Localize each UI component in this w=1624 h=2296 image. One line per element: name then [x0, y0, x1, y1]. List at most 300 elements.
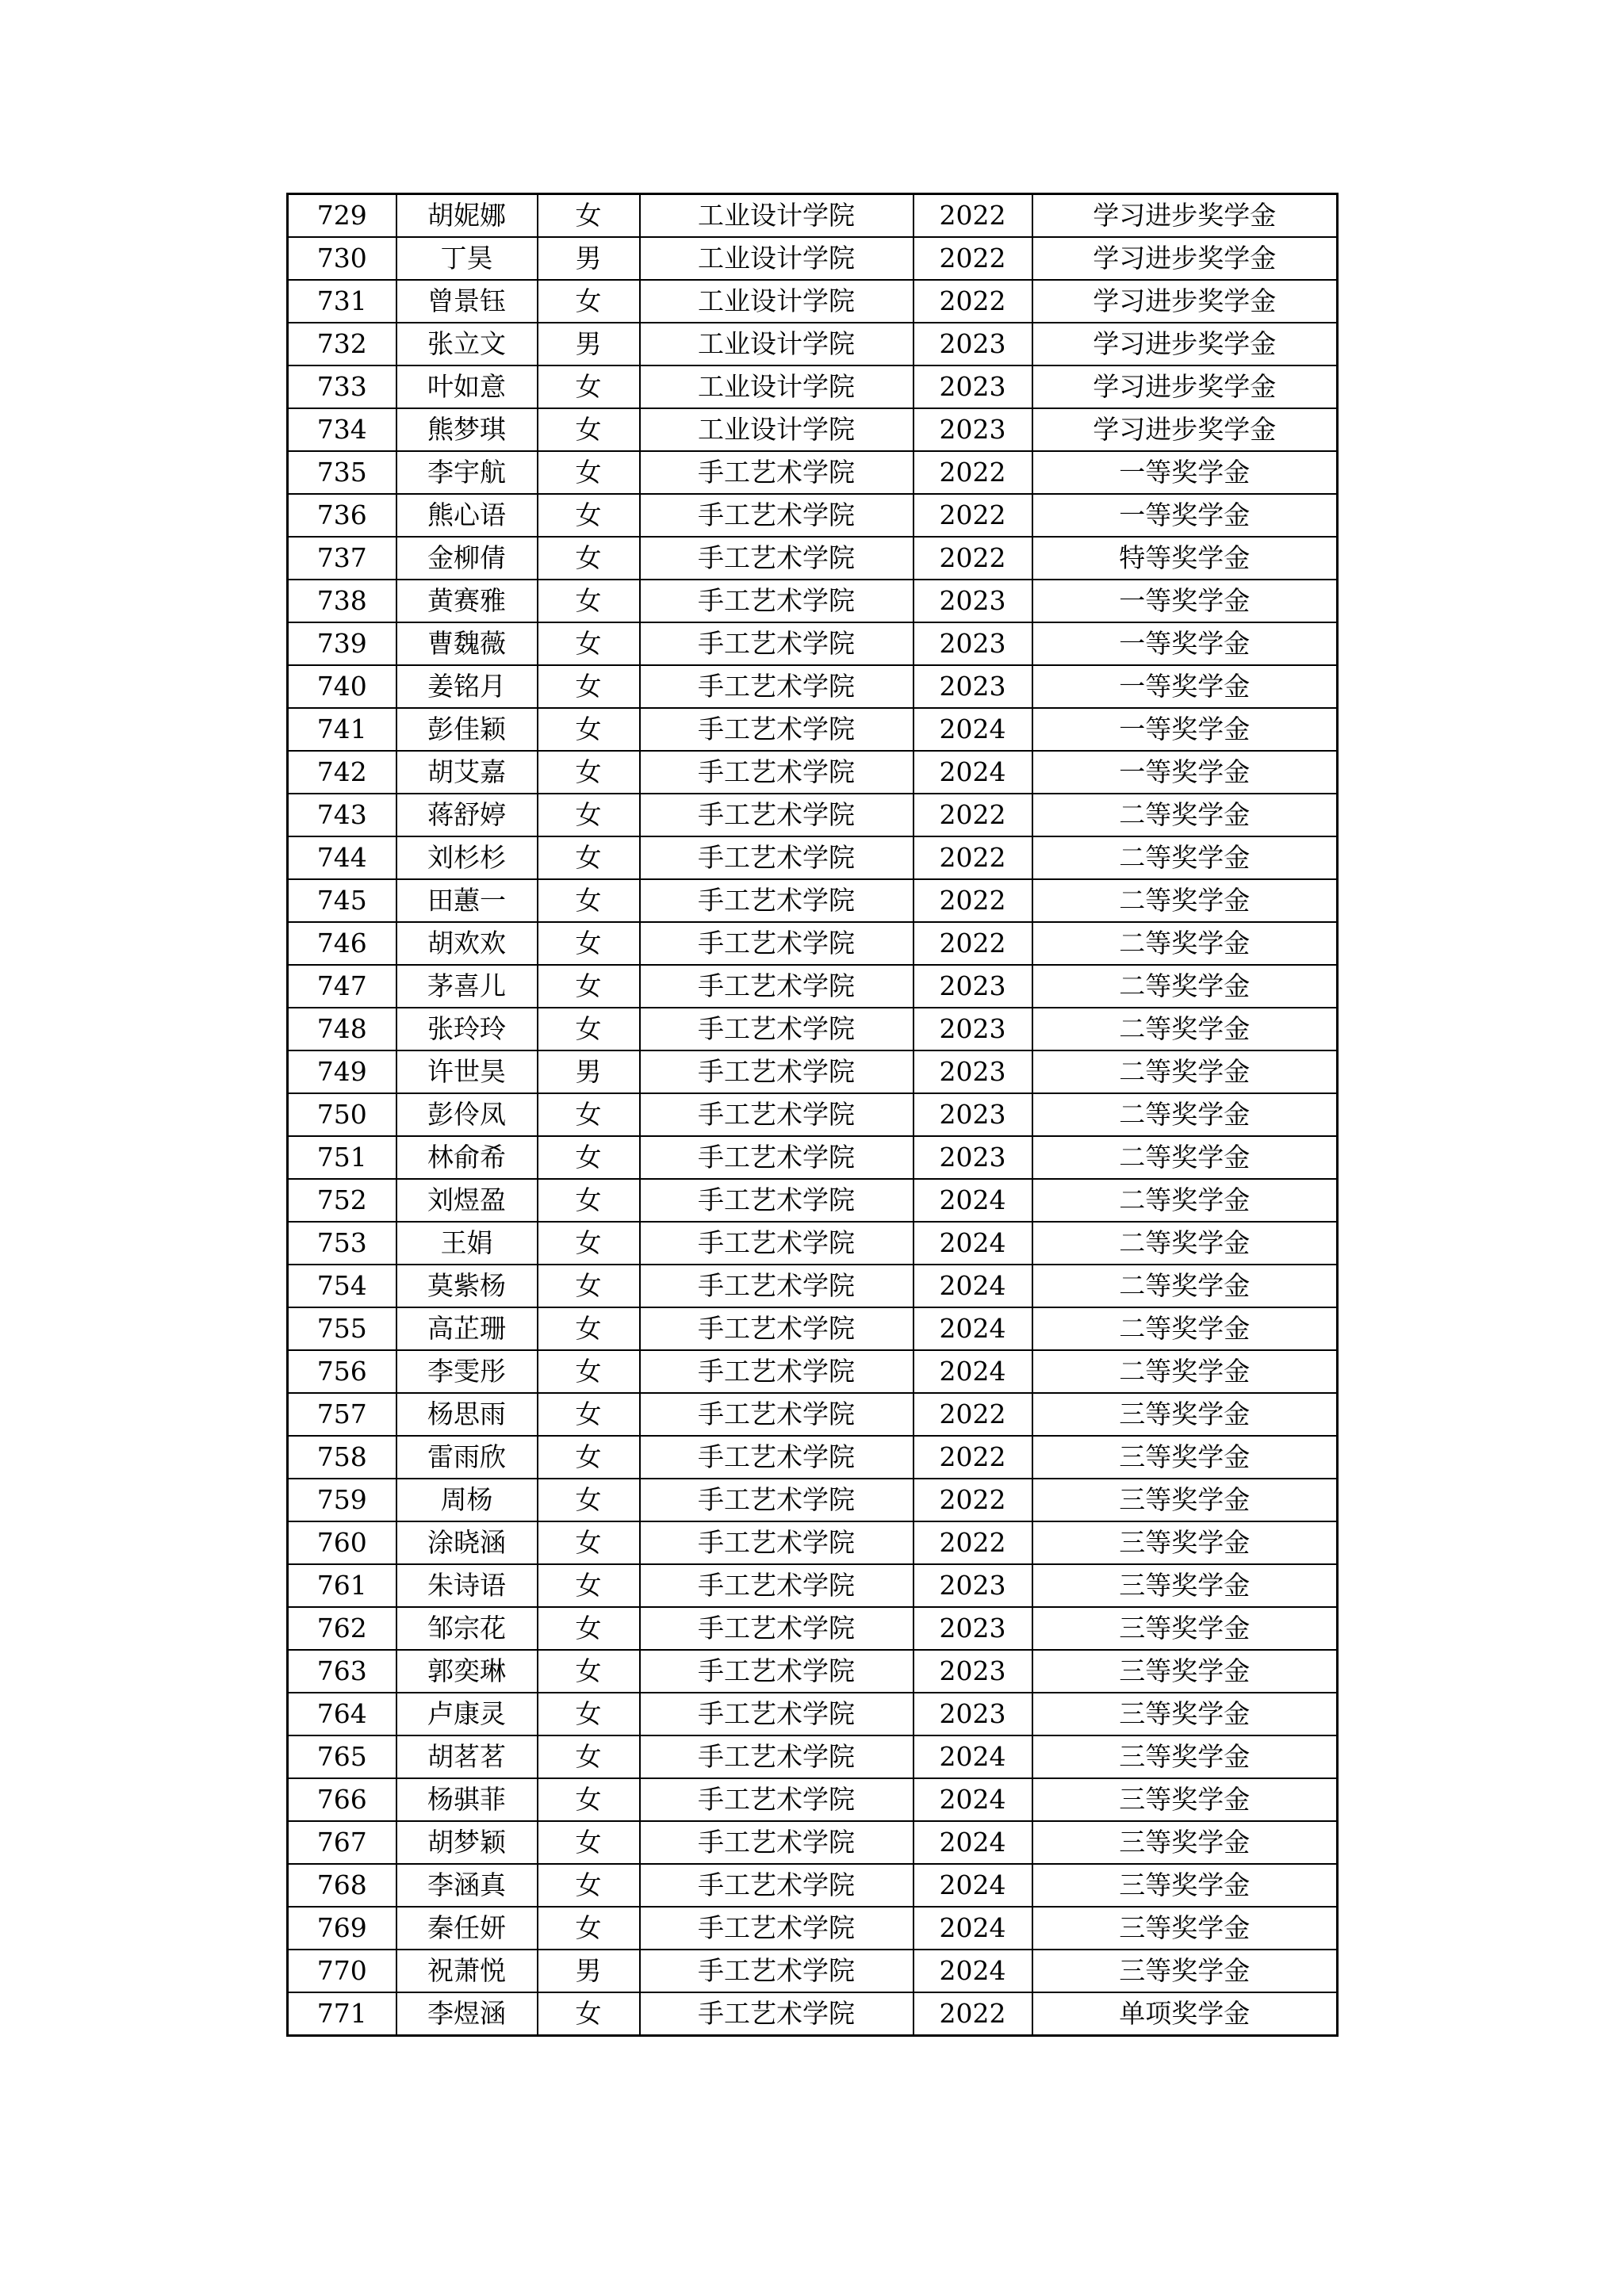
grade-year-cell: 2024	[914, 1778, 1032, 1821]
row-number-cell: 753	[288, 1222, 396, 1265]
name-cell: 高芷珊	[396, 1307, 538, 1350]
award-cell: 二等奖学金	[1032, 1350, 1338, 1393]
grade-year-cell: 2022	[914, 280, 1032, 323]
row-number-cell: 735	[288, 451, 396, 494]
gender-cell: 女	[538, 1564, 640, 1607]
college-cell: 手工艺术学院	[640, 1008, 914, 1050]
college-cell: 手工艺术学院	[640, 1307, 914, 1350]
gender-cell: 女	[538, 836, 640, 879]
table-row	[288, 365, 1338, 408]
row-number-cell: 754	[288, 1265, 396, 1307]
name-cell: 田蕙一	[396, 879, 538, 922]
college-cell: 手工艺术学院	[640, 1136, 914, 1179]
table-row	[288, 1393, 1338, 1436]
award-cell: 二等奖学金	[1032, 965, 1338, 1008]
award-cell: 三等奖学金	[1032, 1693, 1338, 1735]
grade-year-cell: 2024	[914, 1950, 1032, 1992]
college-cell: 手工艺术学院	[640, 580, 914, 622]
gender-cell: 女	[538, 1436, 640, 1479]
award-cell: 二等奖学金	[1032, 1136, 1338, 1179]
row-number-cell: 768	[288, 1864, 396, 1907]
table-body	[288, 194, 1338, 2036]
award-cell: 学习进步奖学金	[1032, 237, 1338, 280]
grade-year-cell: 2022	[914, 794, 1032, 836]
name-cell: 秦任妍	[396, 1907, 538, 1950]
table-row	[288, 1050, 1338, 1093]
gender-cell: 女	[538, 922, 640, 965]
table-row	[288, 1907, 1338, 1950]
gender-cell: 女	[538, 1350, 640, 1393]
table-row	[288, 1521, 1338, 1564]
gender-cell: 女	[538, 1136, 640, 1179]
grade-year-cell: 2024	[914, 1907, 1032, 1950]
table-row	[288, 1008, 1338, 1050]
table-row	[288, 537, 1338, 580]
table-row	[288, 879, 1338, 922]
college-cell: 工业设计学院	[640, 408, 914, 451]
college-cell: 工业设计学院	[640, 280, 914, 323]
table-row	[288, 1650, 1338, 1693]
award-cell: 学习进步奖学金	[1032, 194, 1338, 238]
name-cell: 周杨	[396, 1479, 538, 1521]
college-cell: 手工艺术学院	[640, 1821, 914, 1864]
table-row	[288, 1735, 1338, 1778]
name-cell: 胡欢欢	[396, 922, 538, 965]
row-number-cell: 740	[288, 665, 396, 708]
gender-cell: 女	[538, 965, 640, 1008]
scholarship-table	[286, 193, 1339, 2037]
college-cell: 手工艺术学院	[640, 794, 914, 836]
award-cell: 二等奖学金	[1032, 1008, 1338, 1050]
award-cell: 一等奖学金	[1032, 665, 1338, 708]
college-cell: 手工艺术学院	[640, 1050, 914, 1093]
name-cell: 莫紫杨	[396, 1265, 538, 1307]
award-cell: 特等奖学金	[1032, 537, 1338, 580]
name-cell: 王娟	[396, 1222, 538, 1265]
award-cell: 二等奖学金	[1032, 879, 1338, 922]
table-row	[288, 1864, 1338, 1907]
gender-cell: 女	[538, 708, 640, 751]
table-row	[288, 1222, 1338, 1265]
grade-year-cell: 2022	[914, 836, 1032, 879]
gender-cell: 女	[538, 622, 640, 665]
award-cell: 二等奖学金	[1032, 922, 1338, 965]
table-row	[288, 965, 1338, 1008]
table-row	[288, 1479, 1338, 1521]
grade-year-cell: 2023	[914, 1093, 1032, 1136]
name-cell: 胡妮娜	[396, 194, 538, 238]
college-cell: 手工艺术学院	[640, 1992, 914, 2036]
award-cell: 三等奖学金	[1032, 1479, 1338, 1521]
award-cell: 三等奖学金	[1032, 1521, 1338, 1564]
name-cell: 曾景钰	[396, 280, 538, 323]
grade-year-cell: 2024	[914, 1307, 1032, 1350]
award-cell: 三等奖学金	[1032, 1950, 1338, 1992]
name-cell: 李雯彤	[396, 1350, 538, 1393]
award-cell: 三等奖学金	[1032, 1650, 1338, 1693]
table-row	[288, 323, 1338, 365]
table-row	[288, 494, 1338, 537]
name-cell: 茅喜儿	[396, 965, 538, 1008]
name-cell: 黄赛雅	[396, 580, 538, 622]
row-number-cell: 737	[288, 537, 396, 580]
row-number-cell: 747	[288, 965, 396, 1008]
college-cell: 手工艺术学院	[640, 879, 914, 922]
grade-year-cell: 2024	[914, 1265, 1032, 1307]
name-cell: 雷雨欣	[396, 1436, 538, 1479]
grade-year-cell: 2022	[914, 922, 1032, 965]
gender-cell: 女	[538, 1607, 640, 1650]
gender-cell: 女	[538, 665, 640, 708]
row-number-cell: 761	[288, 1564, 396, 1607]
gender-cell: 女	[538, 1479, 640, 1521]
table-row	[288, 622, 1338, 665]
row-number-cell: 748	[288, 1008, 396, 1050]
gender-cell: 女	[538, 1307, 640, 1350]
college-cell: 手工艺术学院	[640, 1265, 914, 1307]
name-cell: 刘煜盈	[396, 1179, 538, 1222]
college-cell: 手工艺术学院	[640, 708, 914, 751]
table-row	[288, 1350, 1338, 1393]
award-cell: 三等奖学金	[1032, 1778, 1338, 1821]
college-cell: 手工艺术学院	[640, 1179, 914, 1222]
table-row	[288, 1436, 1338, 1479]
name-cell: 李宇航	[396, 451, 538, 494]
award-cell: 三等奖学金	[1032, 1607, 1338, 1650]
college-cell: 工业设计学院	[640, 194, 914, 238]
table-row	[288, 280, 1338, 323]
college-cell: 手工艺术学院	[640, 1521, 914, 1564]
award-cell: 一等奖学金	[1032, 622, 1338, 665]
gender-cell: 女	[538, 280, 640, 323]
name-cell: 蒋舒婷	[396, 794, 538, 836]
award-cell: 一等奖学金	[1032, 451, 1338, 494]
grade-year-cell: 2024	[914, 1222, 1032, 1265]
gender-cell: 女	[538, 1821, 640, 1864]
row-number-cell: 751	[288, 1136, 396, 1179]
award-cell: 二等奖学金	[1032, 1050, 1338, 1093]
award-cell: 三等奖学金	[1032, 1564, 1338, 1607]
grade-year-cell: 2023	[914, 1693, 1032, 1735]
row-number-cell: 729	[288, 194, 396, 238]
name-cell: 杨思雨	[396, 1393, 538, 1436]
award-cell: 二等奖学金	[1032, 1222, 1338, 1265]
row-number-cell: 755	[288, 1307, 396, 1350]
row-number-cell: 742	[288, 751, 396, 794]
table-row	[288, 1093, 1338, 1136]
name-cell: 张立文	[396, 323, 538, 365]
row-number-cell: 746	[288, 922, 396, 965]
grade-year-cell: 2022	[914, 1436, 1032, 1479]
award-cell: 学习进步奖学金	[1032, 365, 1338, 408]
name-cell: 刘杉杉	[396, 836, 538, 879]
gender-cell: 男	[538, 237, 640, 280]
college-cell: 手工艺术学院	[640, 1350, 914, 1393]
grade-year-cell: 2023	[914, 408, 1032, 451]
college-cell: 手工艺术学院	[640, 1479, 914, 1521]
grade-year-cell: 2022	[914, 537, 1032, 580]
award-cell: 三等奖学金	[1032, 1393, 1338, 1436]
table-row	[288, 1607, 1338, 1650]
college-cell: 手工艺术学院	[640, 1907, 914, 1950]
college-cell: 手工艺术学院	[640, 751, 914, 794]
row-number-cell: 749	[288, 1050, 396, 1093]
name-cell: 金柳倩	[396, 537, 538, 580]
college-cell: 手工艺术学院	[640, 1778, 914, 1821]
college-cell: 工业设计学院	[640, 365, 914, 408]
row-number-cell: 736	[288, 494, 396, 537]
row-number-cell: 756	[288, 1350, 396, 1393]
table-row	[288, 237, 1338, 280]
table-row	[288, 1778, 1338, 1821]
gender-cell: 男	[538, 1950, 640, 1992]
name-cell: 邹宗花	[396, 1607, 538, 1650]
grade-year-cell: 2022	[914, 1992, 1032, 2036]
college-cell: 手工艺术学院	[640, 622, 914, 665]
college-cell: 手工艺术学院	[640, 494, 914, 537]
table-row	[288, 580, 1338, 622]
row-number-cell: 765	[288, 1735, 396, 1778]
table-row	[288, 1307, 1338, 1350]
row-number-cell: 732	[288, 323, 396, 365]
award-cell: 一等奖学金	[1032, 751, 1338, 794]
college-cell: 手工艺术学院	[640, 965, 914, 1008]
gender-cell: 女	[538, 1864, 640, 1907]
grade-year-cell: 2023	[914, 580, 1032, 622]
award-cell: 学习进步奖学金	[1032, 408, 1338, 451]
name-cell: 叶如意	[396, 365, 538, 408]
gender-cell: 女	[538, 751, 640, 794]
row-number-cell: 767	[288, 1821, 396, 1864]
gender-cell: 女	[538, 1992, 640, 2036]
gender-cell: 女	[538, 1907, 640, 1950]
college-cell: 手工艺术学院	[640, 1864, 914, 1907]
name-cell: 卢康灵	[396, 1693, 538, 1735]
college-cell: 手工艺术学院	[640, 1607, 914, 1650]
grade-year-cell: 2024	[914, 1821, 1032, 1864]
grade-year-cell: 2022	[914, 194, 1032, 238]
award-cell: 三等奖学金	[1032, 1907, 1338, 1950]
row-number-cell: 760	[288, 1521, 396, 1564]
gender-cell: 女	[538, 1222, 640, 1265]
college-cell: 手工艺术学院	[640, 1564, 914, 1607]
name-cell: 胡茗茗	[396, 1735, 538, 1778]
grade-year-cell: 2023	[914, 323, 1032, 365]
name-cell: 胡艾嘉	[396, 751, 538, 794]
name-cell: 林俞希	[396, 1136, 538, 1179]
name-cell: 熊梦琪	[396, 408, 538, 451]
grade-year-cell: 2023	[914, 1650, 1032, 1693]
grade-year-cell: 2024	[914, 1179, 1032, 1222]
award-cell: 三等奖学金	[1032, 1821, 1338, 1864]
gender-cell: 女	[538, 1008, 640, 1050]
college-cell: 手工艺术学院	[640, 1222, 914, 1265]
table-row	[288, 1992, 1338, 2036]
row-number-cell: 757	[288, 1393, 396, 1436]
row-number-cell: 758	[288, 1436, 396, 1479]
college-cell: 工业设计学院	[640, 323, 914, 365]
gender-cell: 女	[538, 580, 640, 622]
gender-cell: 女	[538, 1393, 640, 1436]
grade-year-cell: 2022	[914, 451, 1032, 494]
grade-year-cell: 2022	[914, 237, 1032, 280]
row-number-cell: 734	[288, 408, 396, 451]
award-cell: 二等奖学金	[1032, 1307, 1338, 1350]
award-cell: 二等奖学金	[1032, 1179, 1338, 1222]
gender-cell: 女	[538, 537, 640, 580]
grade-year-cell: 2022	[914, 1393, 1032, 1436]
grade-year-cell: 2024	[914, 751, 1032, 794]
grade-year-cell: 2023	[914, 622, 1032, 665]
table-row	[288, 408, 1338, 451]
grade-year-cell: 2022	[914, 879, 1032, 922]
gender-cell: 女	[538, 1735, 640, 1778]
name-cell: 胡梦颖	[396, 1821, 538, 1864]
gender-cell: 女	[538, 1179, 640, 1222]
name-cell: 祝萧悦	[396, 1950, 538, 1992]
grade-year-cell: 2024	[914, 1350, 1032, 1393]
row-number-cell: 738	[288, 580, 396, 622]
table-row	[288, 665, 1338, 708]
grade-year-cell: 2023	[914, 665, 1032, 708]
college-cell: 手工艺术学院	[640, 1735, 914, 1778]
grade-year-cell: 2023	[914, 965, 1032, 1008]
grade-year-cell: 2023	[914, 1008, 1032, 1050]
table-row	[288, 836, 1338, 879]
name-cell: 朱诗语	[396, 1564, 538, 1607]
award-cell: 学习进步奖学金	[1032, 323, 1338, 365]
gender-cell: 女	[538, 794, 640, 836]
table-row	[288, 708, 1338, 751]
college-cell: 手工艺术学院	[640, 1393, 914, 1436]
gender-cell: 男	[538, 1050, 640, 1093]
row-number-cell: 759	[288, 1479, 396, 1521]
gender-cell: 女	[538, 879, 640, 922]
grade-year-cell: 2022	[914, 1521, 1032, 1564]
gender-cell: 女	[538, 1265, 640, 1307]
row-number-cell: 743	[288, 794, 396, 836]
row-number-cell: 744	[288, 836, 396, 879]
gender-cell: 女	[538, 1093, 640, 1136]
award-cell: 一等奖学金	[1032, 494, 1338, 537]
name-cell: 曹魏薇	[396, 622, 538, 665]
award-cell: 学习进步奖学金	[1032, 280, 1338, 323]
college-cell: 手工艺术学院	[640, 922, 914, 965]
college-cell: 手工艺术学院	[640, 1693, 914, 1735]
gender-cell: 女	[538, 365, 640, 408]
name-cell: 彭伶凤	[396, 1093, 538, 1136]
grade-year-cell: 2023	[914, 1050, 1032, 1093]
table-row	[288, 1564, 1338, 1607]
name-cell: 涂晓涵	[396, 1521, 538, 1564]
gender-cell: 女	[538, 194, 640, 238]
row-number-cell: 730	[288, 237, 396, 280]
name-cell: 郭奕琳	[396, 1650, 538, 1693]
name-cell: 杨骐菲	[396, 1778, 538, 1821]
college-cell: 手工艺术学院	[640, 1950, 914, 1992]
college-cell: 手工艺术学院	[640, 451, 914, 494]
table-row	[288, 451, 1338, 494]
table-row	[288, 1950, 1338, 1992]
name-cell: 李涵真	[396, 1864, 538, 1907]
table-row	[288, 794, 1338, 836]
college-cell: 手工艺术学院	[640, 1436, 914, 1479]
row-number-cell: 739	[288, 622, 396, 665]
name-cell: 姜铭月	[396, 665, 538, 708]
row-number-cell: 731	[288, 280, 396, 323]
grade-year-cell: 2023	[914, 1607, 1032, 1650]
award-cell: 三等奖学金	[1032, 1735, 1338, 1778]
college-cell: 手工艺术学院	[640, 537, 914, 580]
name-cell: 张玲玲	[396, 1008, 538, 1050]
name-cell: 李煜涵	[396, 1992, 538, 2036]
row-number-cell: 762	[288, 1607, 396, 1650]
award-cell: 三等奖学金	[1032, 1864, 1338, 1907]
college-cell: 手工艺术学院	[640, 665, 914, 708]
row-number-cell: 764	[288, 1693, 396, 1735]
table-row	[288, 751, 1338, 794]
table-row	[288, 1136, 1338, 1179]
name-cell: 彭佳颖	[396, 708, 538, 751]
gender-cell: 女	[538, 408, 640, 451]
award-cell: 二等奖学金	[1032, 794, 1338, 836]
grade-year-cell: 2024	[914, 1864, 1032, 1907]
row-number-cell: 766	[288, 1778, 396, 1821]
grade-year-cell: 2023	[914, 1136, 1032, 1179]
award-cell: 二等奖学金	[1032, 836, 1338, 879]
table-row	[288, 1179, 1338, 1222]
award-cell: 一等奖学金	[1032, 580, 1338, 622]
college-cell: 手工艺术学院	[640, 1650, 914, 1693]
name-cell: 许世昊	[396, 1050, 538, 1093]
table-row	[288, 194, 1338, 238]
name-cell: 熊心语	[396, 494, 538, 537]
grade-year-cell: 2022	[914, 1479, 1032, 1521]
gender-cell: 女	[538, 1778, 640, 1821]
gender-cell: 女	[538, 494, 640, 537]
award-cell: 三等奖学金	[1032, 1436, 1338, 1479]
college-cell: 手工艺术学院	[640, 1093, 914, 1136]
gender-cell: 女	[538, 1693, 640, 1735]
table-row	[288, 1693, 1338, 1735]
table-row	[288, 922, 1338, 965]
row-number-cell: 763	[288, 1650, 396, 1693]
gender-cell: 女	[538, 1521, 640, 1564]
grade-year-cell: 2022	[914, 494, 1032, 537]
grade-year-cell: 2023	[914, 365, 1032, 408]
grade-year-cell: 2024	[914, 1735, 1032, 1778]
row-number-cell: 745	[288, 879, 396, 922]
award-cell: 一等奖学金	[1032, 708, 1338, 751]
name-cell: 丁昊	[396, 237, 538, 280]
award-cell: 二等奖学金	[1032, 1093, 1338, 1136]
row-number-cell: 733	[288, 365, 396, 408]
row-number-cell: 750	[288, 1093, 396, 1136]
award-cell: 二等奖学金	[1032, 1265, 1338, 1307]
row-number-cell: 741	[288, 708, 396, 751]
row-number-cell: 769	[288, 1907, 396, 1950]
row-number-cell: 771	[288, 1992, 396, 2036]
college-cell: 工业设计学院	[640, 237, 914, 280]
row-number-cell: 770	[288, 1950, 396, 1992]
college-cell: 手工艺术学院	[640, 836, 914, 879]
gender-cell: 男	[538, 323, 640, 365]
grade-year-cell: 2023	[914, 1564, 1032, 1607]
award-cell: 单项奖学金	[1032, 1992, 1338, 2036]
grade-year-cell: 2024	[914, 708, 1032, 751]
table-row	[288, 1821, 1338, 1864]
gender-cell: 女	[538, 1650, 640, 1693]
